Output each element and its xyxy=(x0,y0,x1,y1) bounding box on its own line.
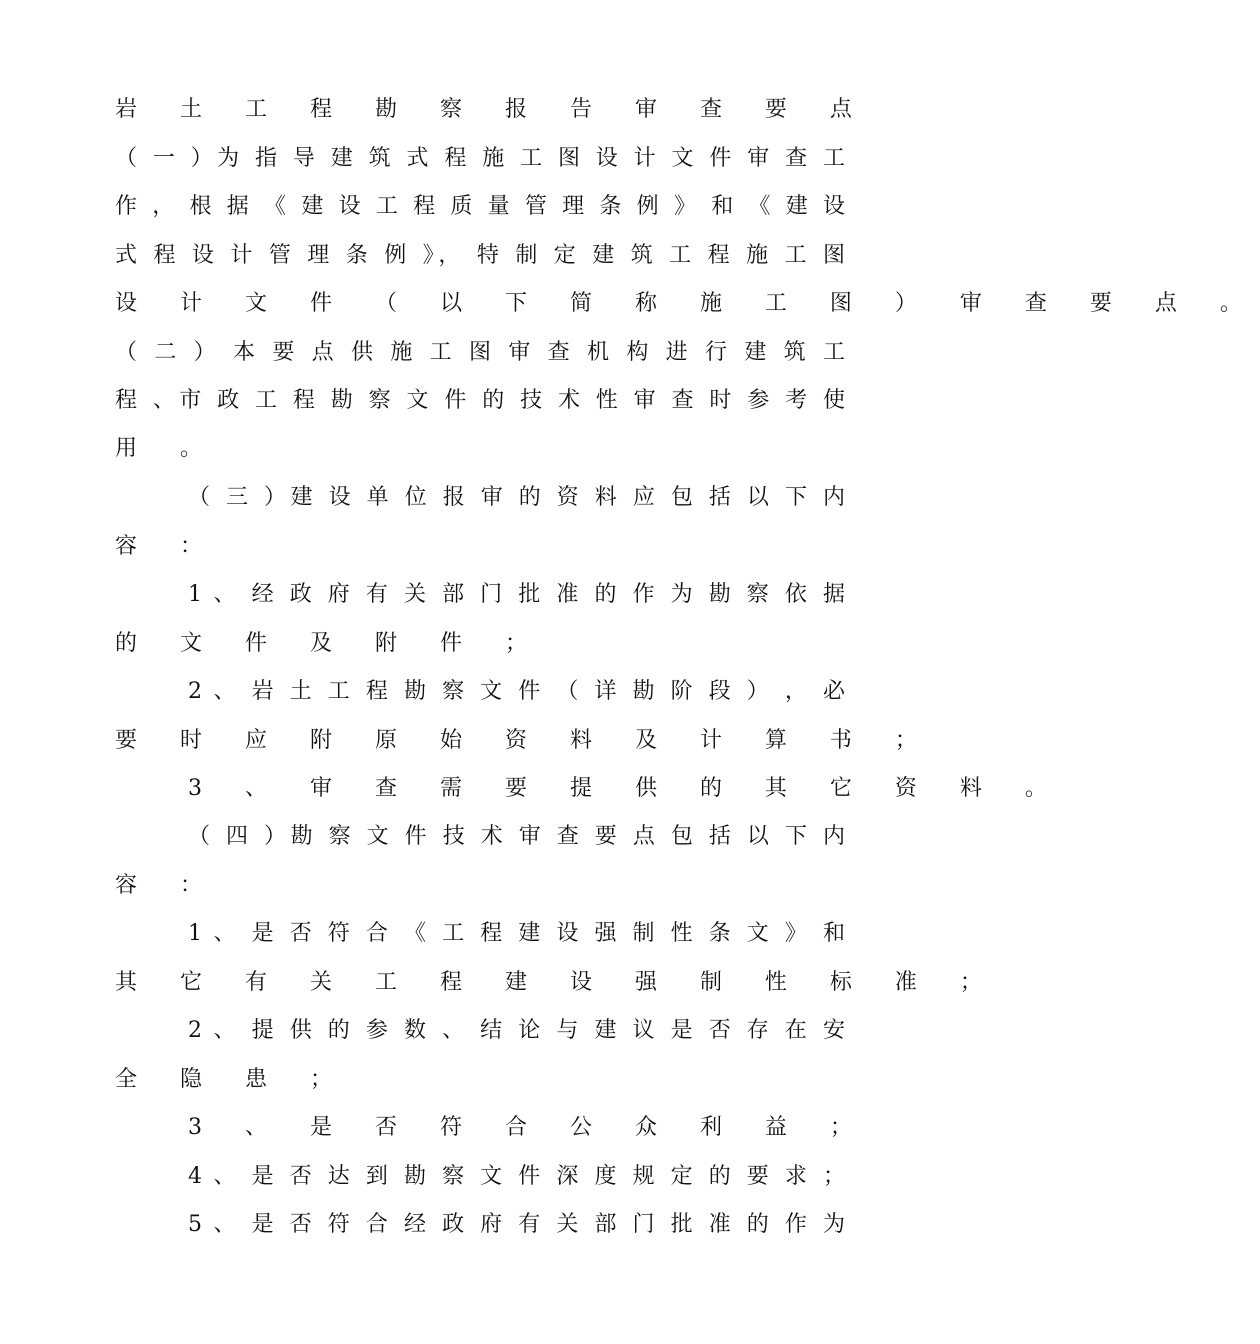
text-line: （ 三 ）建 设 单 位 报 审 的 资 料 应 包 括 以 下 内 xyxy=(188,485,845,510)
text-line: 的 文 件 及 附 件 ； xyxy=(115,631,545,656)
text-line: 4 、 是 否 达 到 勘 察 文 件 深 度 规 定 的 要 求 ； xyxy=(188,1164,845,1189)
text-line: 要 时 应 附 原 始 资 料 及 计 算 书 ； xyxy=(115,728,935,753)
text-line: 设 计 文 件 （ 以 下 简 称 施 工 图 ） 审 查 要 点 。 xyxy=(115,291,1260,316)
text-line: （ 四 ）勘 察 文 件 技 术 审 查 要 点 包 括 以 下 内 xyxy=(188,824,845,849)
text-line: 3 、 审 查 需 要 提 供 的 其 它 资 料 。 xyxy=(188,776,1065,801)
text-line: 用 。 xyxy=(115,436,220,461)
text-line: 1 、 经 政 府 有 关 部 门 批 准 的 作 为 勘 察 依 据 xyxy=(188,582,845,607)
text-line: 其 它 有 关 工 程 建 设 强 制 性 标 准 ； xyxy=(115,970,1000,995)
text-line: 全 隐 患 ； xyxy=(115,1067,350,1092)
document-title: 岩 土 工 程 勘 察 报 告 审 查 要 点 xyxy=(115,97,870,122)
text-line: 2 、 提 供 的 参 数 、 结 论 与 建 议 是 否 存 在 安 xyxy=(188,1018,845,1043)
text-line: 3 、 是 否 符 合 公 众 利 益 ； xyxy=(188,1115,870,1140)
text-line: 1 、 是 否 符 合 《 工 程 建 设 强 制 性 条 文 》 和 xyxy=(188,921,845,946)
text-line: 容 ： xyxy=(115,873,220,898)
text-line: 程 、市 政 工 程 勘 察 文 件 的 技 术 性 审 查 时 参 考 使 xyxy=(115,388,845,413)
text-line: 作 ， 根 据 《 建 设 工 程 质 量 管 理 条 例 》 和 《 建 设 xyxy=(115,194,845,219)
text-line: （ 一 ）为 指 导 建 筑 式 程 施 工 图 设 计 文 件 审 查 工 xyxy=(115,146,845,171)
text-line: （ 二 ） 本 要 点 供 施 工 图 审 查 机 构 进 行 建 筑 工 xyxy=(115,340,845,365)
text-line: 容 ： xyxy=(115,534,220,559)
text-line: 2 、 岩 土 工 程 勘 察 文 件 （ 详 勘 阶 段 ） ， 必 xyxy=(188,679,845,704)
text-line: 5 、 是 否 符 合 经 政 府 有 关 部 门 批 准 的 作 为 xyxy=(188,1212,845,1237)
text-line: 式 程 设 计 管 理 条 例 》， 特 制 定 建 筑 工 程 施 工 图 xyxy=(115,243,845,268)
